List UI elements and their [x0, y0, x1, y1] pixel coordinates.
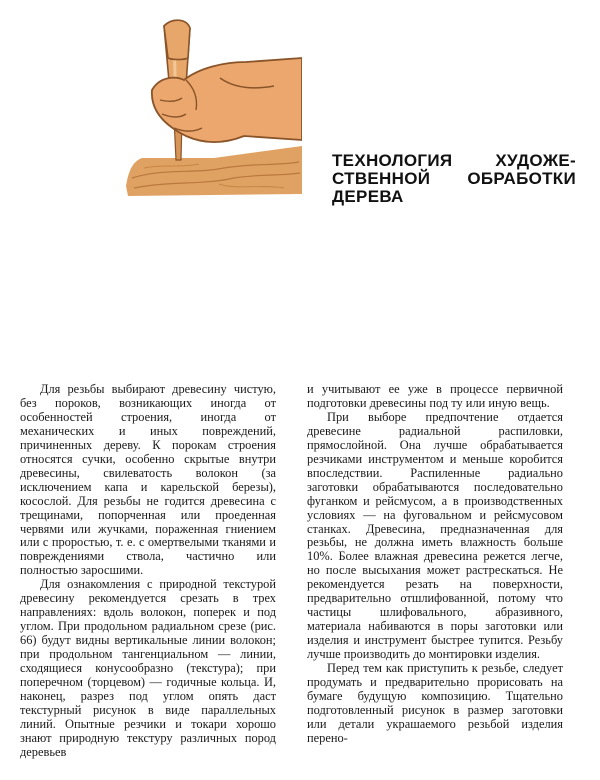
title-line-2: СТВЕННОЙ ОБРАБОТКИ [332, 169, 576, 188]
paragraph: Для резьбы выбирают древесину чистую, без пороков, возникающих иногда от особенностей строения, иногда от механических и иных повреждений, причиненных дереву. К порокам строения относятся сучки, особенно скрытые внутри древесины, свилеватость волокон (за исключением капа и карельской березы), косослой. Для резьбы не годится древесина с трещинами, попорченная или проеденная червями или жучками, пораженная гниением или с проростью, т. е. с омертвелыми тканями и повреждениями ствола, частично или полностью заросшими. [20, 382, 276, 578]
paragraph: Перед тем как приступить к резьбе, следует продумать и предварительно прорисовать на бумаге будущую композицию. Тщательно подготовленный рисунок в размер заготовки или детали украшаемого резьбой изделия перено- [307, 661, 563, 745]
paragraph: Для ознакомления с природной текстурой древесину рекомендуется срезать в трех направлениях: вдоль волокон, поперек и под углом. При продольном радиальном срезе (рис. 66) будут видны вертикальные линии волокон; при продольном тангенциальном — линии, сходящиеся конусообразно (текстура); при поперечном (торцевом) — годичные кольца. И, наконец, разрез под углом опять даст текстурный рисунок в виде параллельных линий. Опытные резчики и токари хорошо знают природную текстуру различных пород деревьев [20, 577, 276, 759]
hand-carving-chisel-icon [124, 18, 302, 196]
chapter-title [332, 152, 576, 206]
paragraph: При выборе предпочтение отдается древесине радиальной распиловки, прямослойной. Она лучше обрабатывается резчиками инструментом и меньше коробится впоследствии. Распиленные радиально заготовки обрабатываются последовательно фуганком и рейсмусом, а в производственных условиях — на фуговальном и рейсмусовом станках. Древесина, предназначенная для резьбы, не должна иметь влажность больше 10%. Более влажная древесина режется легче, но после высыхания может растрескаться. Не рекомендуется резать на поверхности, предварительно отшлифованной, потому что частицы шлифовального, абразивного, материала набиваются в поры заготовки или изделия и инструмент быстрее тупится. Резьбу лучше производить до монтировки изделия. [307, 409, 563, 662]
title-line-3: ДЕРЕВА [332, 187, 404, 206]
title-line-1: ТЕХНОЛОГИЯ ХУДОЖЕ- [332, 151, 576, 170]
paragraph-continuation: и учитывают ее уже в процессе первичной подготовки древесины под ту или иную вещь. [307, 382, 563, 410]
text-column-left [20, 383, 276, 760]
text-column-right [307, 383, 563, 746]
